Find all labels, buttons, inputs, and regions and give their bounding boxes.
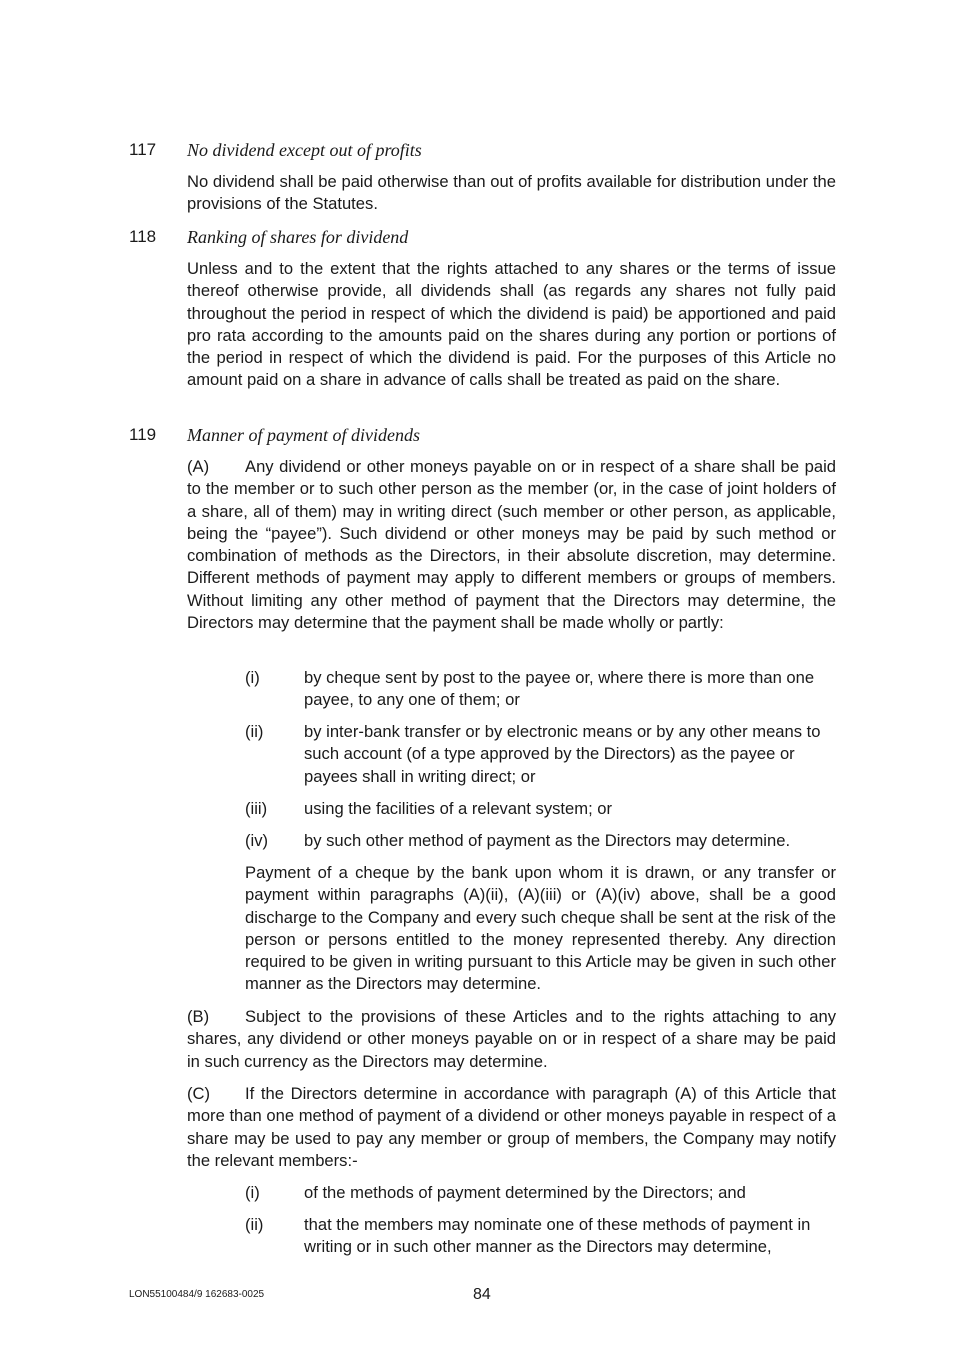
article-title: Ranking of shares for dividend xyxy=(187,227,409,247)
list-item-text: of the methods of payment determined by the Directors; and xyxy=(304,1183,746,1202)
article-number: 118 xyxy=(129,227,157,246)
article-number: 117 xyxy=(129,140,157,159)
list-item-text: that the members may nominate one of these methods of payment in writing or in such other manner as the Directors may determine, xyxy=(304,1215,811,1257)
paragraph-text: Any dividend or other moneys payable on or in respect of a share shall be paid to the member or to such other person as the member (or, in the case of joint holders of a share, all of them) may in writing direct (such member or other person, as applicable, being the “payee”). Such dividend or other moneys may be paid by such method or combination of methods as the Directors, in their absolute discretion, may determine. Different methods of payment may apply to different members or groups of members. Without limiting any other method of payment that the Directors may determine, the Directors may determine that the payment shall be made wholly or partly: xyxy=(187,457,836,633)
list-item-label: (ii) xyxy=(245,722,264,741)
list-item-text: using the facilities of a relevant system; or xyxy=(304,799,613,818)
article-117-body: No dividend shall be paid otherwise than out of profits available for distribution under the provisions of the Statutes. xyxy=(187,172,836,214)
article-119-paragraph-b xyxy=(187,1006,836,1073)
article-118-body: Unless and to the extent that the rights attached to any shares or the terms of issue thereof otherwise provide, all dividends shall (as regards any shares not fully paid throughout the period in respect of which the dividend is paid) be apportioned and paid pro rata according to the amounts paid on the shares during any portion or portions of the period in respect of which the dividend is paid. For the purposes of this Article no amount paid on a share in advance of calls shall be treated as paid on the share. xyxy=(187,259,836,390)
article-title: No dividend except out of profits xyxy=(187,140,422,160)
article-119-paragraph-a-closing: Payment of a cheque by the bank upon whom it is drawn, or any transfer or payment within paragraphs (A)(ii), (A)(iii) or (A)(iv) above, shall be a good discharge to the Company and every such cheque shall be sent at the risk of the person or persons entitled to the money represented thereby. Any direction required to be given in writing pursuant to this Article may be given in such other manner as the Directors may determine. xyxy=(245,863,836,994)
article-number: 119 xyxy=(129,425,157,444)
list-item-label: (iv) xyxy=(245,831,269,850)
paragraph-label: (C) xyxy=(187,1084,211,1103)
list-item-label: (iii) xyxy=(245,799,268,818)
page-number: 84 xyxy=(473,1286,491,1303)
document-reference: LON55100484/9 162683-0025 xyxy=(129,1289,265,1300)
paragraph-text: If the Directors determine in accordance with paragraph (A) of this Article that more than one method of payment of a dividend or other moneys payable in respect of a share may be used to pay any member or group of members, the Company may notify the relevant members:- xyxy=(187,1084,836,1170)
paragraph-label: (A) xyxy=(187,457,210,476)
paragraph-label: (B) xyxy=(187,1007,210,1026)
article-119-paragraph-c xyxy=(187,1083,836,1172)
list-item-label: (i) xyxy=(245,668,260,687)
list-item-label: (ii) xyxy=(245,1215,264,1234)
paragraph-text: Subject to the provisions of these Articles and to the rights attaching to any shares, any dividend or other moneys payable on or in respect of a share may be paid in such currency as the Directors may determine. xyxy=(187,1007,836,1071)
list-item-text: by such other method of payment as the Directors may determine. xyxy=(304,831,791,850)
list-item-label: (i) xyxy=(245,1183,260,1202)
list-item-text: by inter-bank transfer or by electronic means or by any other means to such account (of a type approved by the Directors) as the payee or payees shall in writing direct; or xyxy=(304,722,821,786)
article-119-paragraph-a xyxy=(187,456,836,634)
article-title: Manner of payment of dividends xyxy=(187,425,420,445)
list-item-text: by cheque sent by post to the payee or, where there is more than one payee, to any one of them; or xyxy=(304,668,815,710)
